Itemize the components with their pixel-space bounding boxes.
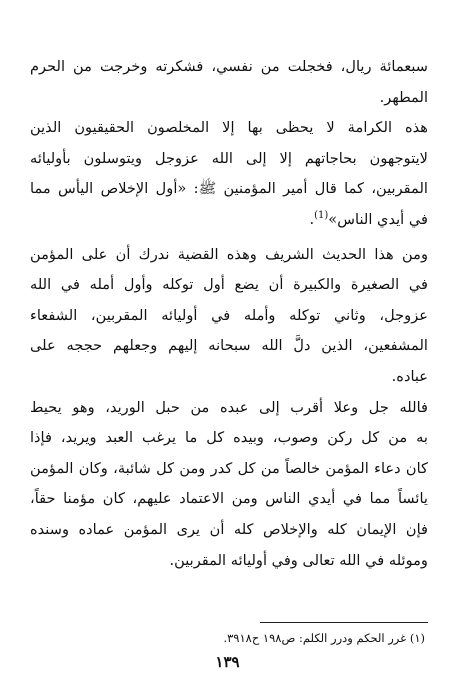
text-line: عباده. bbox=[391, 367, 428, 385]
text-line: وموئله في الله تعالى وفي أوليائه المقربين. bbox=[169, 551, 428, 569]
page-body bbox=[30, 52, 428, 576]
text-line: به من كل ركن وصوب، وبيده كل ما يرغب العبد ويريد، فإذا bbox=[30, 429, 428, 447]
text-line: فإن الإيمان كله والإخلاص كله أن يرى المؤمن عماده وسنده bbox=[30, 520, 428, 538]
text-line-with-footnote: في أيدي الناس»$^{(1)}$. bbox=[309, 210, 428, 228]
text-line: سبعمائة ريال، فخجلت من نفسي، فشكرته وخرجت من الحرم bbox=[30, 58, 428, 75]
text-line: المقربين، كما قال أمير المؤمنين ﷺ: «أول الإخلاص اليأس مما bbox=[30, 180, 428, 198]
footnote-reference: (1) bbox=[314, 210, 329, 222]
text-line: في الصغيرة والكبيرة أن يضع أول توكله وأول أمله في الله bbox=[30, 276, 428, 294]
quote-end-text: في أيدي الناس» bbox=[328, 210, 428, 228]
text-line: فالله جل وعلا أقرب إلى عبده من حبل الوريد، وهو يحيط bbox=[30, 398, 428, 416]
text-line: يائساً مما في أيدي الناس ومن الاعتماد عليهم، كان مؤمنا حقاً، bbox=[30, 490, 428, 508]
text-line: كان دعاء المؤمن خالصاً من كل كدر ومن كل شائبة، وكان المؤمن bbox=[30, 459, 428, 477]
text-line: هذه الكرامة لا يحظى بها إلا المخلصون الحقيقيون الذين bbox=[30, 119, 428, 137]
text-line: المشفعين، الذين دلَّ الله سبحانه إليهم وجعلهم حججه على bbox=[30, 337, 428, 355]
text-line: عزوجل، وثاني توكله وأمله في أوليائه المقربين، الشفعاء bbox=[30, 306, 428, 324]
footnote: (١) غرر الحكم ودرر الكلم: ص١٩٨ ح٣٩١٨. bbox=[223, 631, 425, 645]
text-line: المطهر. bbox=[379, 88, 428, 106]
text-line: ومن هذا الحديث الشريف وهذه القضية ندرك أن على المؤمن bbox=[30, 245, 428, 263]
footnote-divider bbox=[260, 622, 428, 623]
page-number: ١٣٩ bbox=[215, 653, 240, 671]
text-line: لايتوجهون بحاجاتهم إلا إلى الله عزوجل ويتوسلون بأوليائه bbox=[30, 149, 428, 167]
